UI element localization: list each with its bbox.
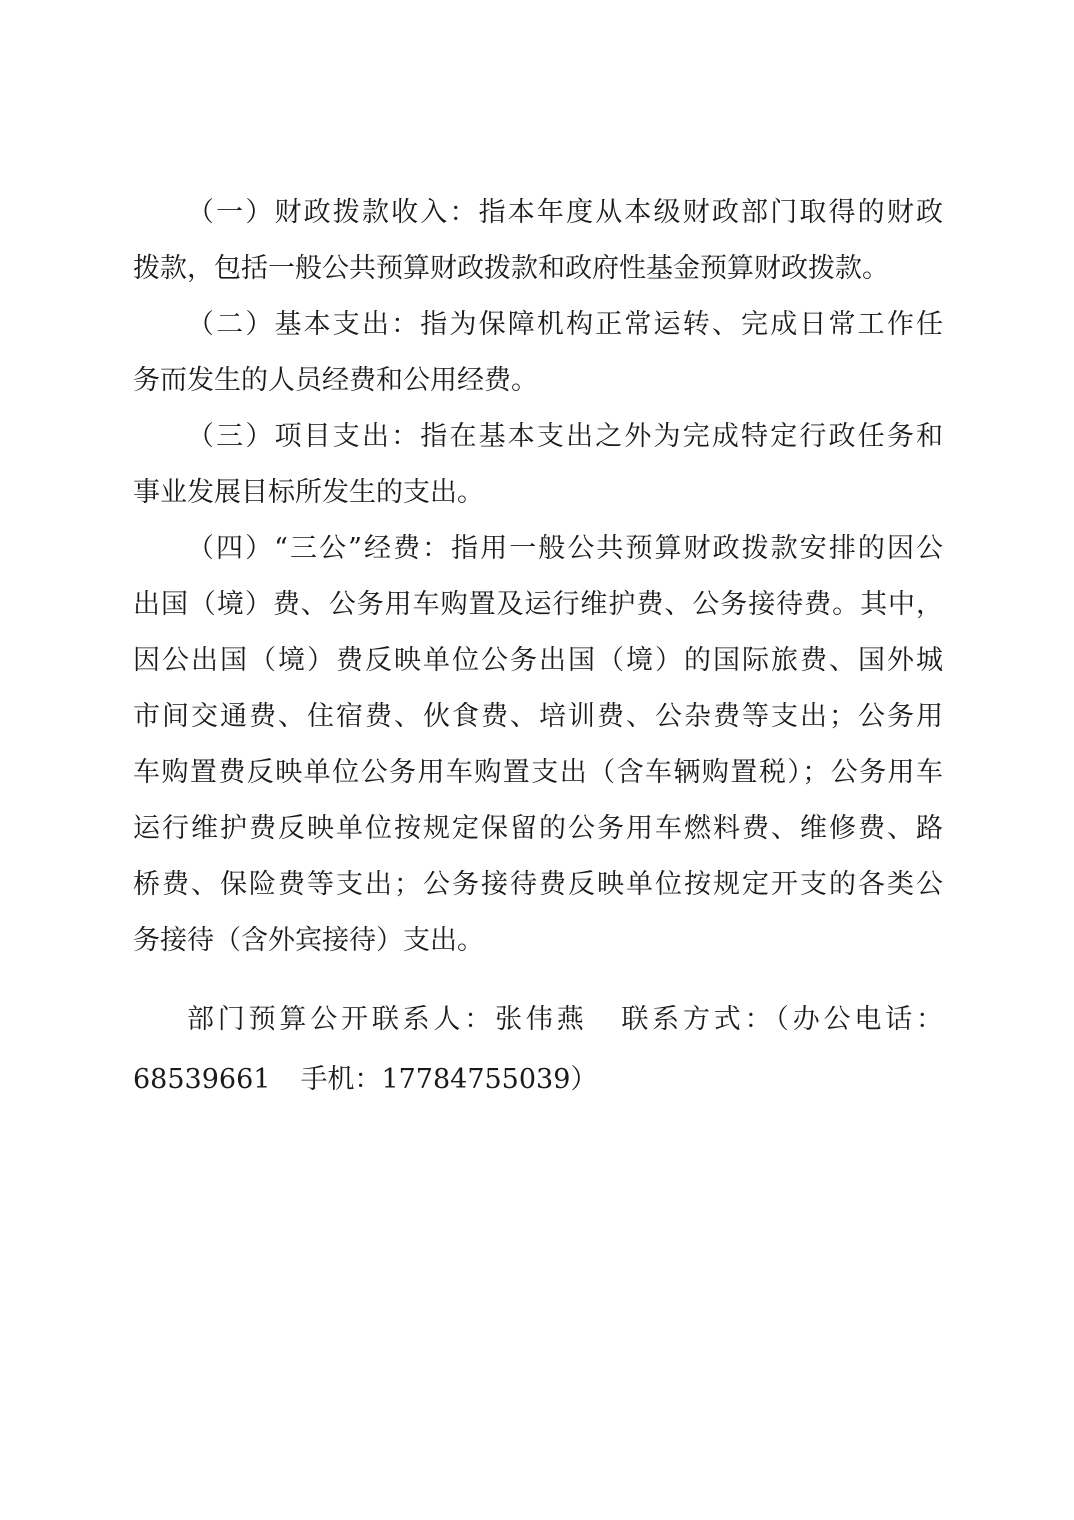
definition-4-line-4: 市间交通费、住宿费、伙食费、培训费、公杂费等支出；公务用	[133, 701, 943, 732]
definition-1-line-1: （一）财政拨款收入：指本年度从本级财政部门取得的财政	[187, 197, 943, 228]
mobile-number: 17784755039	[381, 1064, 571, 1095]
definition-4-line-3: 因公出国（境）费反映单位公务出国（境）的国际旅费、国外城	[133, 645, 943, 676]
contact-method-label: 联系方式：（办公电话：	[617, 1004, 943, 1035]
contact-section	[133, 990, 943, 1110]
definition-4-line-7: 桥费、保险费等支出；公务接待费反映单位按规定开支的各类公	[133, 869, 943, 900]
definition-3-line-1: （三）项目支出：指在基本支出之外为完成特定行政任务和	[187, 421, 943, 452]
contact-line-2	[133, 1050, 943, 1110]
close-paren: ）	[570, 1064, 598, 1095]
contact-person-label: 部门预算公开联系人：	[187, 1004, 496, 1035]
mobile-label: 手机：	[300, 1064, 382, 1095]
office-phone: 68539661	[133, 1064, 271, 1095]
contact-line-1	[133, 990, 943, 1050]
definition-4-line-5: 车购置费反映单位公务用车购置支出（含车辆购置税）；公务用车	[133, 757, 943, 788]
definitions-section	[133, 185, 943, 969]
definition-4-line-8: 务接待（含外宾接待）支出。	[133, 925, 484, 956]
definition-4-line-2: 出国（境）费、公务用车购置及运行维护费、公务接待费。其中，	[133, 589, 943, 620]
definition-2-line-2: 务而发生的人员经费和公用经费。	[133, 365, 538, 396]
definition-4-line-6: 运行维护费反映单位按规定保留的公务用车燃料费、维修费、路	[133, 813, 943, 844]
definition-2-line-1: （二）基本支出：指为保障机构正常运转、完成日常工作任	[187, 309, 943, 340]
definition-4-line-1: （四）“三公”经费：指用一般公共预算财政拨款安排的因公	[187, 533, 943, 564]
definition-1-line-2: 拨款，包括一般公共预算财政拨款和政府性基金预算财政拨款。	[133, 253, 889, 284]
contact-person-name: 张伟燕	[495, 1004, 588, 1035]
definition-3-line-2: 事业发展目标所发生的支出。	[133, 477, 484, 508]
